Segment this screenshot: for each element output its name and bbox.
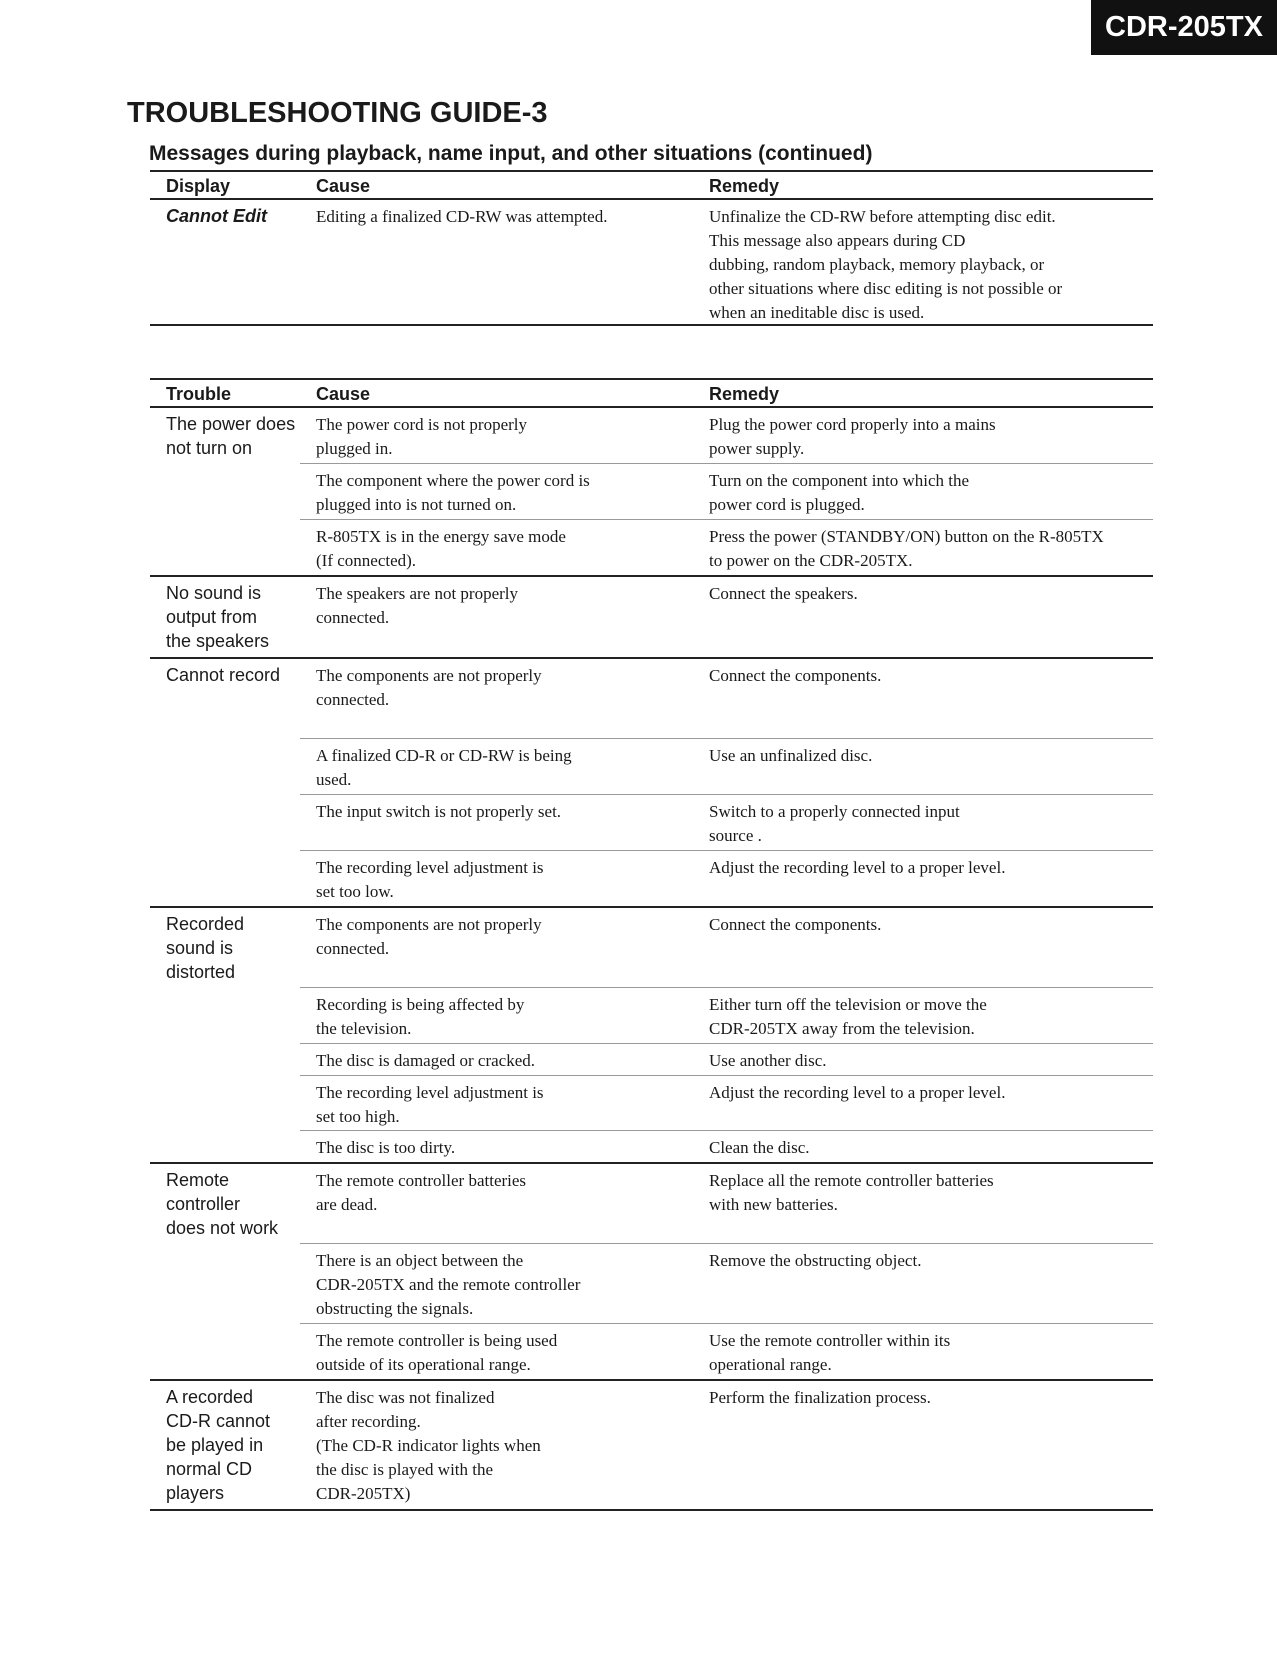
cause-cell: The remote controller is being used outside of its operational range. <box>316 1331 558 1374</box>
table-row <box>300 987 1153 1043</box>
model-badge: CDR-205TX <box>1091 0 1277 55</box>
remedy-cell: Use the remote controller within its operational range. <box>709 1331 951 1374</box>
table-row <box>300 463 1153 519</box>
table-row <box>300 1043 1153 1075</box>
trouble-group-remote <box>150 1164 1153 1381</box>
table-row <box>300 738 1153 794</box>
remedy-cell: Press the power (STANDBY/ON) button on the R-805TX to power on the CDR-205TX. <box>709 527 1104 570</box>
remedy-cell: Clean the disc. <box>709 1138 810 1157</box>
trouble-rows <box>300 1164 1153 1379</box>
remedy-cell: Use another disc. <box>709 1051 827 1070</box>
trouble-label: The power does not turn on <box>166 414 296 458</box>
remedy-cell: Plug the power cord properly into a mains power supply. <box>709 415 996 458</box>
table-row <box>300 577 1153 657</box>
cause-cell: There is an object between the CDR-205TX and the remote controller obstructing the signals. <box>316 1251 581 1318</box>
remedy-cell: Unfinalize the CD-RW before attempting disc edit. This message also appears during CD dubbing, random playback, memory playback, or other situations where disc editing is not possible or when an ineditable disc is used. <box>709 207 1063 322</box>
cause-cell: The components are not properly connected. <box>316 666 542 709</box>
table-row <box>300 659 1153 738</box>
remedy-cell: Switch to a properly connected input source . <box>709 802 960 845</box>
cause-cell: The components are not properly connected. <box>316 915 542 958</box>
remedy-cell: Replace all the remote controller batteries with new batteries. <box>709 1171 994 1214</box>
cause-cell: Editing a finalized CD-RW was attempted. <box>316 207 608 226</box>
trouble-label: Cannot record <box>166 665 281 685</box>
table-row <box>300 1323 1153 1379</box>
trouble-group-no-sound <box>150 577 1153 659</box>
table-row <box>300 908 1153 987</box>
table-row <box>300 1075 1153 1130</box>
trouble-rows <box>300 1381 1153 1509</box>
trouble-rows <box>300 577 1153 657</box>
trouble-group-cdr-playback <box>150 1381 1153 1511</box>
column-header-remedy: Remedy <box>709 384 780 404</box>
cause-cell: The remote controller batteries are dead. <box>316 1171 527 1214</box>
table-row <box>300 1130 1153 1162</box>
trouble-label: Recorded sound is distorted <box>166 914 245 982</box>
table-row <box>300 850 1153 906</box>
cause-cell: The disc was not finalized after recording. (The CD-R indicator lights when the disc is played with the CDR-205TX) <box>316 1388 541 1503</box>
trouble-rows <box>300 659 1153 906</box>
trouble-rows <box>300 408 1153 575</box>
trouble-table <box>150 378 1153 1511</box>
remedy-cell: Connect the speakers. <box>709 584 858 603</box>
table-row <box>300 1381 1153 1509</box>
remedy-cell: Connect the components. <box>709 666 882 685</box>
cause-cell: R-805TX is in the energy save mode (If connected). <box>316 527 566 570</box>
trouble-rows <box>300 908 1153 1162</box>
cause-cell: A finalized CD-R or CD-RW is being used. <box>316 746 572 789</box>
trouble-group-power <box>150 408 1153 577</box>
cause-cell: The recording level adjustment is set too high. <box>316 1083 544 1126</box>
table-row <box>300 1243 1153 1323</box>
trouble-group-distorted <box>150 908 1153 1164</box>
cause-cell: The power cord is not properly plugged in. <box>316 415 528 458</box>
message-group-cannot-edit <box>150 200 1153 326</box>
trouble-group-cannot-record <box>150 659 1153 908</box>
cause-cell: The recording level adjustment is set too low. <box>316 858 544 901</box>
remedy-cell: Connect the components. <box>709 915 882 934</box>
remedy-cell: Adjust the recording level to a proper level. <box>709 1083 1006 1102</box>
column-header-remedy: Remedy <box>709 176 780 196</box>
remedy-cell: Remove the obstructing object. <box>709 1251 922 1270</box>
page-title: TROUBLESHOOTING GUIDE-3 <box>127 97 548 129</box>
trouble-label: No sound is output from the speakers <box>166 583 270 651</box>
display-message: Cannot Edit <box>166 206 267 226</box>
cause-cell: Recording is being affected by the television. <box>316 995 525 1038</box>
column-header-trouble: Trouble <box>166 384 232 404</box>
remedy-cell: Either turn off the television or move the CDR-205TX away from the television. <box>709 995 987 1038</box>
trouble-label: Remote controller does not work <box>166 1170 279 1238</box>
table-row <box>300 200 1153 324</box>
cause-cell: The speakers are not properly connected. <box>316 584 519 627</box>
messages-table <box>150 170 1153 326</box>
trouble-table-header <box>150 378 1153 408</box>
table-row <box>300 519 1153 575</box>
table-row <box>300 408 1153 463</box>
cause-cell: The input switch is not properly set. <box>316 802 562 821</box>
table-row <box>300 794 1153 850</box>
message-rows <box>300 200 1153 324</box>
cause-cell: The component where the power cord is plugged into is not turned on. <box>316 471 590 514</box>
messages-table-header <box>150 170 1153 200</box>
remedy-cell: Use an unfinalized disc. <box>709 746 873 765</box>
remedy-cell: Perform the finalization process. <box>709 1388 931 1407</box>
column-header-cause: Cause <box>316 176 371 196</box>
column-header-display: Display <box>166 176 231 196</box>
page-subtitle: Messages during playback, name input, and other situations (continued) <box>149 142 873 165</box>
remedy-cell: Adjust the recording level to a proper level. <box>709 858 1006 877</box>
remedy-cell: Turn on the component into which the power cord is plugged. <box>709 471 970 514</box>
table-row <box>300 1164 1153 1243</box>
cause-cell: The disc is too dirty. <box>316 1138 456 1157</box>
trouble-label: A recorded CD-R cannot be played in normal CD players <box>166 1387 271 1503</box>
cause-cell: The disc is damaged or cracked. <box>316 1051 536 1070</box>
column-header-cause: Cause <box>316 384 371 404</box>
